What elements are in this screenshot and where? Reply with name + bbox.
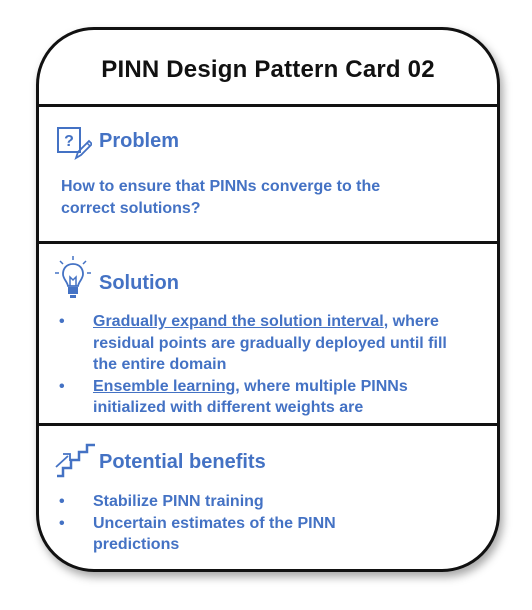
problem-text-line-2: correct solutions? [61,200,201,217]
benefit-item-line-2: predictions [93,536,180,553]
problem-text [61,176,491,220]
solution-item-text: , where multiple PINNs [235,377,408,395]
divider-2 [39,241,497,244]
solution-item [59,311,499,376]
bullet: • [59,493,65,510]
svg-text:?: ? [64,133,74,150]
divider-1 [39,104,497,107]
lightbulb-icon [55,256,91,302]
benefit-item-line-1: Stabilize PINN training [93,493,264,510]
bullet: • [59,514,65,532]
bullet: • [59,377,65,395]
solution-list [59,311,499,419]
stairs-growth-icon [54,442,96,478]
bullet: • [59,313,65,330]
solution-item-link[interactable]: Gradually expand the solution interval [93,313,384,330]
benefit-item [59,513,499,556]
problem-heading: Problem [99,130,180,152]
solution-item-line-2: initialized with different weights are [93,399,364,416]
solution-item-text: , where [383,313,439,330]
pattern-card [36,27,500,572]
solution-item [59,376,499,419]
benefit-item-line-1: Uncertain estimates of the PINN [93,514,336,532]
solution-item-line-3: the entire domain [93,356,227,373]
benefits-list [59,491,499,556]
problem-text-line-1: How to ensure that PINNs converge to the [61,178,381,195]
card-title: PINN Design Pattern Card 02 [101,56,435,83]
solution-item-link[interactable]: Ensemble learning [93,377,236,395]
solution-heading: Solution [99,272,179,294]
divider-3 [39,423,497,426]
benefit-item [59,491,499,513]
benefits-heading: Potential benefits [99,451,266,473]
solution-item-line-2: residual points are gradually deployed until fill [93,334,447,352]
question-edit-icon [56,126,92,162]
